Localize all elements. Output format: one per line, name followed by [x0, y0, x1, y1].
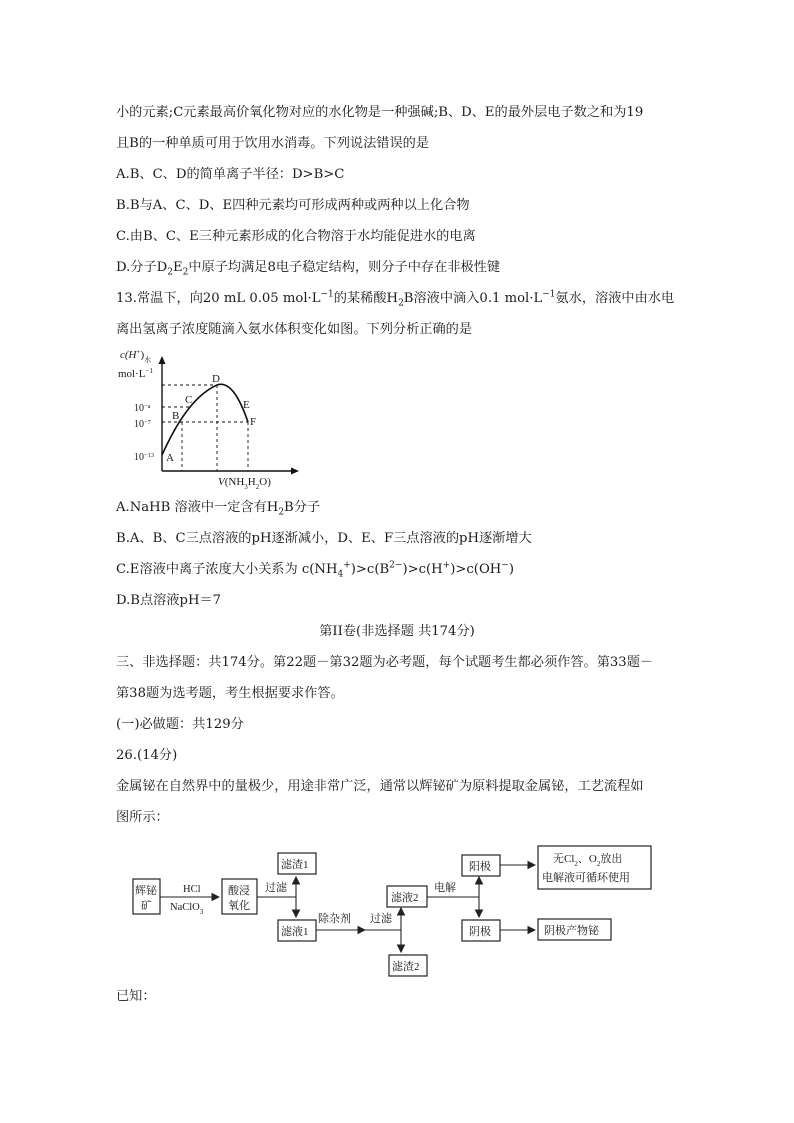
option-13a: A.NaHB 溶液中一定含有$H_2B$分子 [116, 500, 321, 518]
cathode-label: 阴极 [469, 926, 491, 938]
anode-output-line1: 无$Cl_2$、$O_2$放出 [553, 853, 623, 868]
chart-yunit: $mol\cdot L^{-1}$ [118, 367, 153, 380]
text-line: 且B的一种单质可用于饮用水消毒。下列说法错误的是 [116, 136, 430, 151]
ore-label-2: 矿 [141, 900, 152, 912]
filtrate2-label: 滤液2 [391, 892, 419, 904]
option-12a: A.B、C、D的简单离子半径：D>B>C [116, 167, 345, 182]
chart-ylabel: $c(H^+)_水$ [120, 348, 152, 364]
point-label-d: D [212, 373, 220, 385]
section-3-line2: 第38题为选考题，考生根据要求作答。 [116, 686, 344, 701]
point-label-c: C [185, 394, 193, 406]
residue2-label: 滤渣2 [392, 961, 420, 973]
option-13d: D.B点溶液pH＝7 [116, 593, 222, 608]
option-12d: D.分子$D_2E_2$中原子均满足8电子稳定结构，则分子中存在非极性键 [116, 260, 501, 278]
y-axis-arrow [159, 356, 166, 364]
option-13c: C.E溶液中离子浓度大小关系为 $c(NH_4^+)>c(B^{2-})>c(H^+)>c(OH^-)$ [116, 560, 514, 580]
residue1-label: 滤渣1 [281, 859, 309, 871]
tick-10-a: $10^{-a}$ [134, 402, 151, 414]
point-label-e: E [243, 399, 250, 411]
leach-label-1: 酸浸 [228, 885, 250, 897]
electrolysis-label: 电解 [434, 882, 456, 894]
filter1-label: 过滤 [265, 882, 287, 894]
filtrate1-label: 滤液1 [281, 926, 309, 938]
option-12c: C.由B、C、E三种元素形成的化合物溶于水均能促进水的电离 [116, 229, 476, 244]
point-label-b: B [172, 410, 180, 422]
reagent-hcl: HCl [183, 884, 201, 895]
known-label: 已知： [116, 989, 156, 1004]
anode-label: 阳极 [469, 861, 491, 873]
tick-10-7: $10^{-7}$ [134, 418, 151, 430]
question-13-line1: 13.常温下，向20 mL 0.05 $mol\cdot L^{-1}$的某稀酸$H_2B$溶液中滴入0.1 $mol\cdot L^{-1}$氨水，溶液中由水电 [116, 289, 675, 309]
text-line: 小的元素;C元素最高价氧化物对应的水化物是一种强碱;B、D、E的最外层电子数之和为19 [116, 105, 644, 120]
tick-10-13: $10^{-13}$ [134, 451, 155, 463]
question-26-heading: 26.(14分) [116, 748, 178, 763]
section-title: 第II卷(非选择题 共174分) [319, 624, 475, 639]
filter2-label: 过滤 [370, 913, 392, 925]
required-heading: (一)必做题：共129分 [116, 717, 244, 732]
question-26-line2: 图所示： [116, 810, 169, 825]
point-label-f: F [250, 416, 257, 428]
question-13-line2: 离出氢离子浓度随滴入氨水体积变化如图。下列分析正确的是 [116, 322, 473, 337]
cathode-output-label: 阴极产物铋 [544, 925, 599, 937]
ore-label-1: 辉铋 [135, 885, 157, 897]
leach-label-2: 氧化 [228, 900, 250, 912]
option-12b: B.B与A、C、D、E四种元素均可形成两种或两种以上化合物 [116, 198, 470, 213]
question-26-line1: 金属铋在自然界中的量极少，用途非常广泛，通常以辉铋矿为原料提取金属铋，工艺流程如 [116, 779, 644, 794]
titration-chart [110, 345, 320, 493]
chart-xlabel: $V(NH_3H_2O)$ [218, 476, 271, 491]
process-flowchart [125, 840, 665, 980]
section-3-line1: 三、非选择题：共174分。第22题－第32题为必考题，每个试题考生都必须作答。第33题－ [116, 655, 654, 670]
x-axis-arrow [291, 468, 299, 475]
option-13b: B.A、B、C三点溶液的pH逐渐减小，D、E、F三点溶液的pH逐渐增大 [116, 531, 532, 546]
point-label-a: A [166, 452, 174, 464]
anode-output-line2: 电解液可循环使用 [542, 872, 630, 884]
impurity-label: 除杂剂 [318, 913, 351, 925]
reagent-naclo3: NaClO$_3$ [170, 902, 204, 916]
